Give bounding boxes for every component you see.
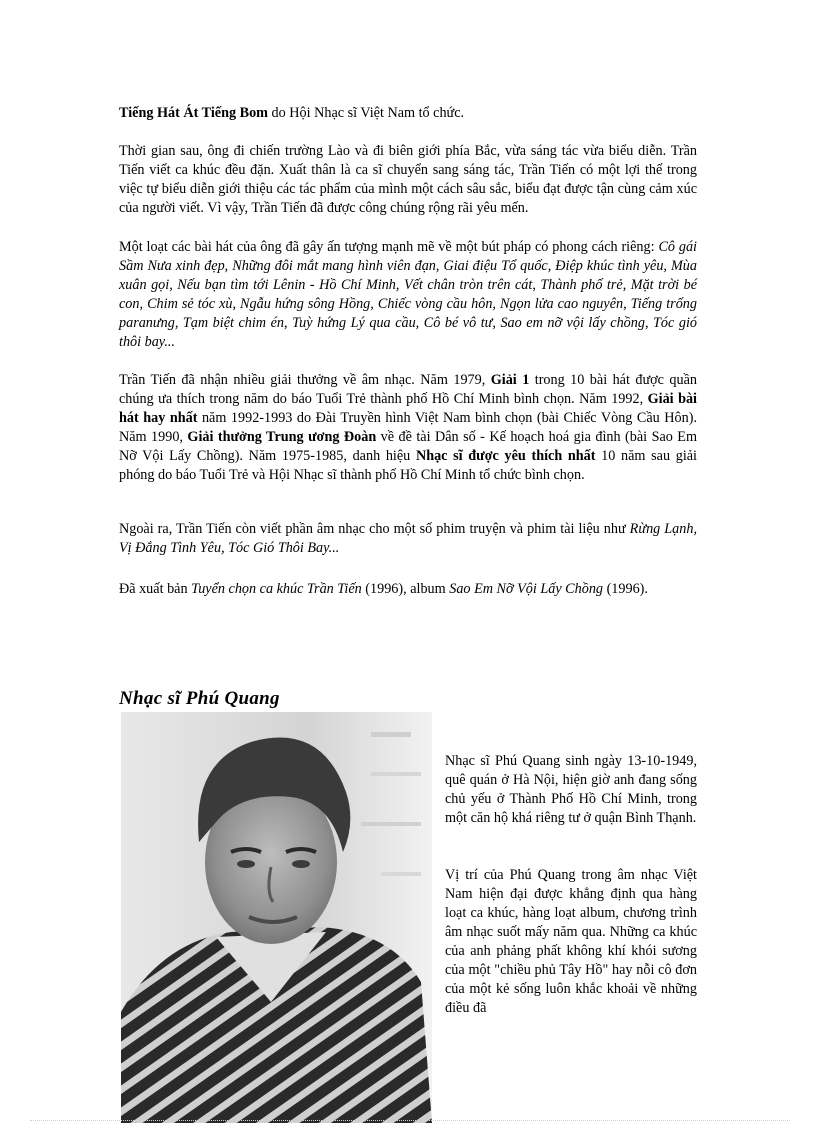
awards-text-2: trong 10 bài hát được quần chúng ưa thích trong năm do báo Tuổi Trẻ thành phố Hồ Chí Minh bình chọn. Năm 1992, bbox=[119, 372, 697, 407]
awards-text-4: về đề tài Dân số - Kế hoạch hoá gia đình (bài Sao Em Nỡ Vội Lấy Chồng). Năm 1975-1985, danh hiệu bbox=[119, 429, 697, 464]
awards-text-5: 10 năm sau giải phóng do báo Tuổi Trẻ và Hội Nhạc sĩ thành phố Hồ Chí Minh tổ chức bình chọn. bbox=[119, 448, 697, 483]
films-list: Rừng Lạnh, Vị Đắng Tình Yêu, Tóc Gió Thôi Bay... bbox=[119, 521, 697, 556]
award-3: Giải thưởng Trung ương Đoàn bbox=[187, 429, 377, 445]
songs-lead: Một loạt các bài hát của ông đã gây ấn tượng mạnh mẽ về một bút pháp có phong cách riêng: bbox=[119, 239, 659, 255]
bio-paragraph-2: Vị trí của Phú Quang trong âm nhạc Việt Nam hiện đại được khẳng định qua hàng loạt ca khúc, hàng loạt album, chương trình âm nhạc suốt mấy năm qua. Những ca khúc của anh phảng phất không khí khói sương của một "chiều phủ Tây Hồ" hay nỗi cô đơn của một kẻ sống luôn khắc khoải về những điều đã bbox=[445, 867, 697, 1016]
pub-text-3: (1996). bbox=[603, 581, 648, 597]
awards-paragraph bbox=[119, 371, 697, 485]
films-paragraph bbox=[119, 520, 697, 558]
awards-text-3: năm 1992-1993 do Đài Truyền hình Việt Nam bình chọn (bài Chiếc Vòng Cầu Hôn). Năm 1990, bbox=[119, 410, 697, 445]
intro-bold-title: Tiếng Hát Át Tiếng Bom bbox=[119, 105, 268, 121]
career-paragraph: Thời gian sau, ông đi chiến trường Lào và đi biên giới phía Bắc, vừa sáng tác vừa biểu diễn. Trần Tiến viết ca khúc đều đặn. Xuất thân là ca sĩ chuyển sang sáng tác, Trần Tiến có một lợi thế trong việc tự biểu diễn giới thiệu các tác phẩm của mình một cách sâu sắc, biểu đạt được tận cùng cảm xúc của người viết. Vì vậy, Trần Tiến đã được công chúng rộng rãi yêu mến. bbox=[119, 143, 697, 216]
publications-paragraph bbox=[119, 580, 697, 599]
award-2: Giải bài hát hay nhất bbox=[119, 391, 697, 426]
intro-paragraph bbox=[119, 104, 697, 123]
awards-text-1: Trần Tiến đã nhận nhiều giải thưởng về âm nhạc. Năm 1979, bbox=[119, 372, 491, 388]
songs-list: Cô gái Sầm Nưa xinh đẹp, Những đôi mắt mang hình viên đạn, Giai điệu Tổ quốc, Điệp khúc tình yêu, Mùa xuân gọi, Nếu bạn tìm tới Lênin - Hồ Chí Minh, Vết chân tròn trên cát, Thành phố trẻ, Mặt trời bé con, Chim sẻ tóc xù, Ngẫu hứng sông Hồng, Chiếc vòng cầu hôn, Ngọn lửa cao nguyên, Tiếng trống paranưng, Tạm biệt chim én, Tuỳ hứng Lý qua cầu, Cô bé vô tư, Sao em nỡ vội lấy chồng, Tóc gió thôi bay... bbox=[119, 239, 698, 350]
award-1: Giải 1 bbox=[490, 372, 530, 388]
award-4: Nhạc sĩ được yêu thích nhất bbox=[415, 448, 596, 464]
intro-rest: do Hội Nhạc sĩ Việt Nam tổ chức. bbox=[268, 105, 465, 121]
section-heading: Nhạc sĩ Phú Quang bbox=[119, 688, 280, 709]
pub-text-2: (1996), album bbox=[361, 581, 450, 597]
pub-title-1: Tuyển chọn ca khúc Trần Tiến bbox=[191, 581, 362, 597]
pub-title-2: Sao Em Nỡ Vội Lấy Chồng bbox=[449, 581, 604, 597]
page-bottom-divider bbox=[30, 1120, 790, 1121]
portrait-photo bbox=[121, 712, 432, 1123]
songs-paragraph bbox=[119, 238, 697, 352]
films-lead: Ngoài ra, Trần Tiến còn viết phần âm nhạc cho một số phim truyện và phim tài liệu như bbox=[119, 521, 630, 537]
pub-text-1: Đã xuất bản bbox=[119, 581, 192, 597]
bio-paragraph-1: Nhạc sĩ Phú Quang sinh ngày 13-10-1949, quê quán ở Hà Nội, hiện giờ anh đang sống chủ yếu ở Thành Phố Hồ Chí Minh, trong một căn hộ khá riêng tư ở quận Bình Thạnh. bbox=[445, 753, 697, 826]
